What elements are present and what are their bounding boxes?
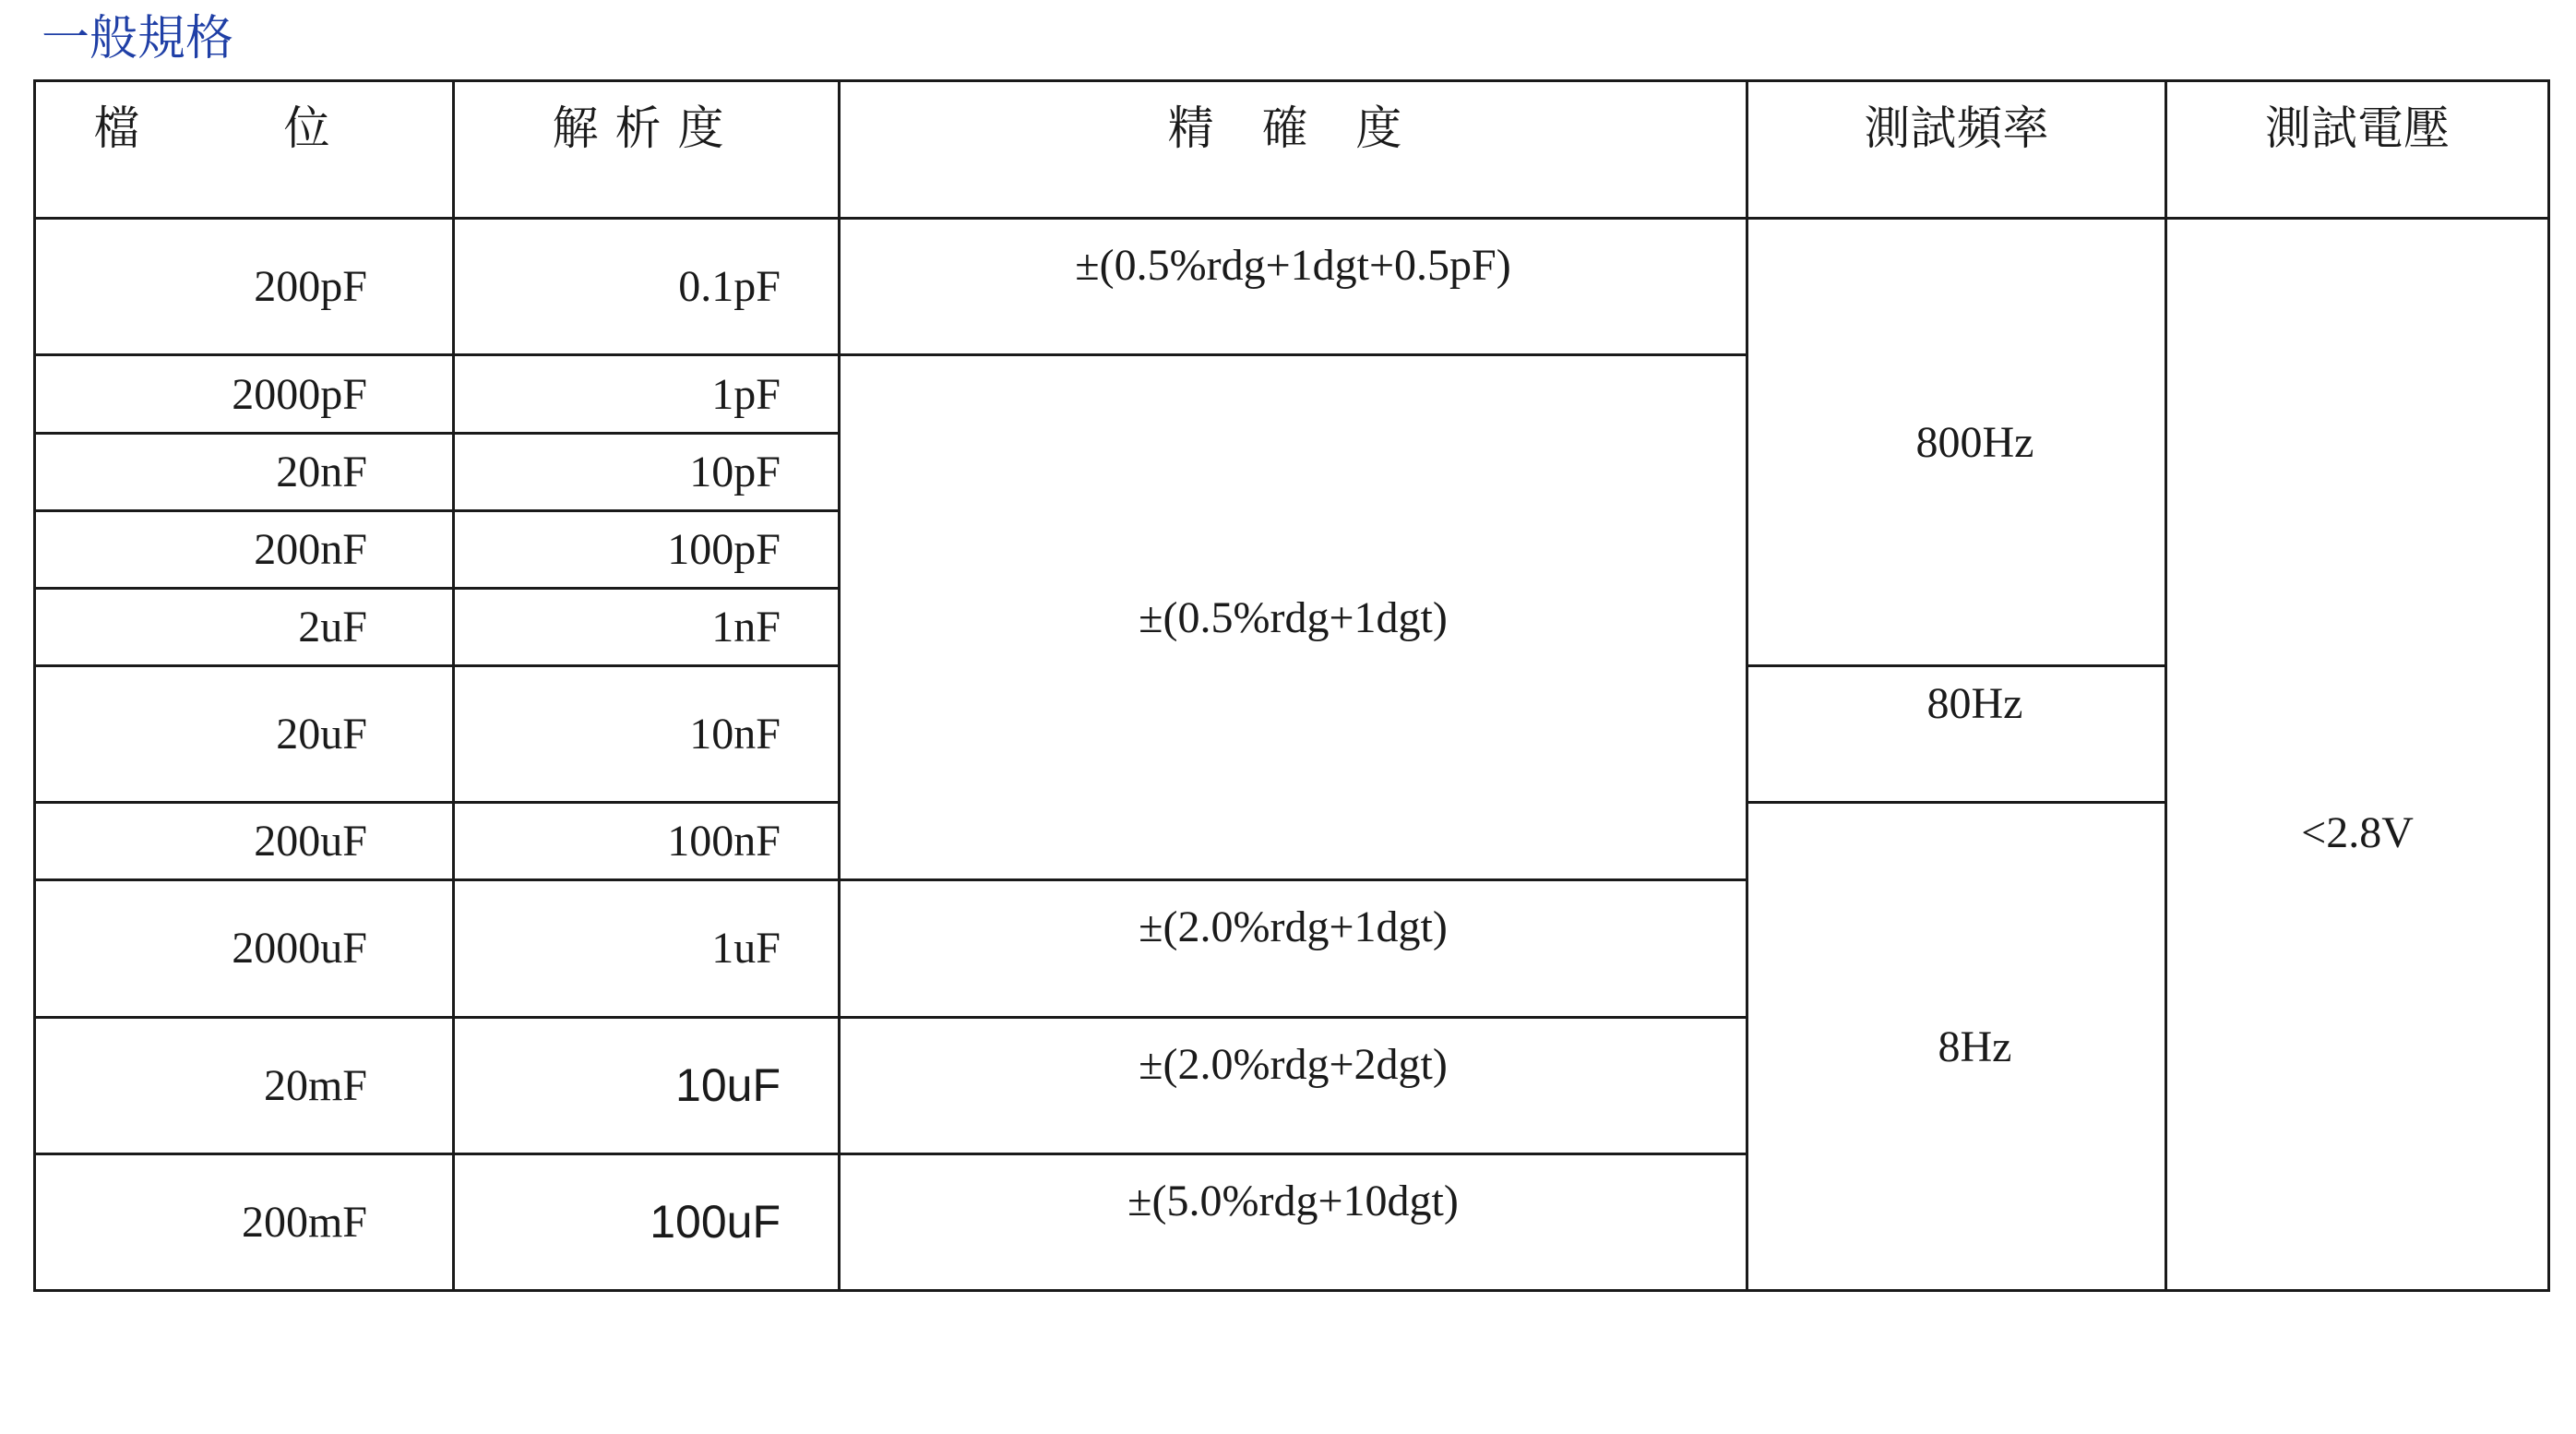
range-cell: 20mF (35, 1017, 454, 1153)
header-voltage: 測試電壓 (2166, 81, 2549, 219)
resolution-cell: 10pF (454, 433, 840, 510)
range-cell: 2000uF (35, 880, 454, 1017)
resolution-cell: 1pF (454, 355, 840, 433)
range-cell: 200nF (35, 510, 454, 588)
resolution-cell: 10uF (454, 1017, 840, 1153)
range-cell: 200mF (35, 1153, 454, 1290)
range-cell: 2uF (35, 588, 454, 665)
accuracy-cell: ±(5.0%rdg+10dgt) (840, 1153, 1747, 1290)
header-row (35, 81, 2549, 219)
section-title: 一般規格 (42, 11, 234, 66)
header-resolution: 解析度 (454, 81, 840, 219)
range-cell: 20uF (35, 665, 454, 802)
resolution-cell: 1nF (454, 588, 840, 665)
accuracy-cell: ±(0.5%rdg+1dgt) (840, 355, 1747, 880)
frequency-cell: 8Hz (1747, 803, 2166, 1291)
accuracy-cell: ±(0.5%rdg+1dgt+0.5pF) (840, 219, 1747, 355)
table-row (35, 219, 2549, 355)
accuracy-cell: ±(2.0%rdg+1dgt) (840, 880, 1747, 1017)
resolution-cell: 10nF (454, 665, 840, 802)
voltage-cell: <2.8V (2166, 219, 2549, 1291)
range-cell: 20nF (35, 433, 454, 510)
accuracy-cell: ±(2.0%rdg+2dgt) (840, 1017, 1747, 1153)
resolution-cell: 100pF (454, 510, 840, 588)
range-cell: 200pF (35, 219, 454, 355)
spec-table (33, 79, 2550, 1292)
header-accuracy: 精 確 度 (840, 81, 1747, 219)
frequency-cell: 800Hz (1747, 219, 2166, 666)
resolution-cell: 1uF (454, 880, 840, 1017)
resolution-cell: 100uF (454, 1153, 840, 1290)
header-frequency: 測試頻率 (1747, 81, 2166, 219)
header-range: 檔 位 (35, 81, 454, 219)
frequency-cell: 80Hz (1747, 665, 2166, 802)
range-cell: 2000pF (35, 355, 454, 433)
range-cell: 200uF (35, 803, 454, 880)
resolution-cell: 100nF (454, 803, 840, 880)
resolution-cell: 0.1pF (454, 219, 840, 355)
